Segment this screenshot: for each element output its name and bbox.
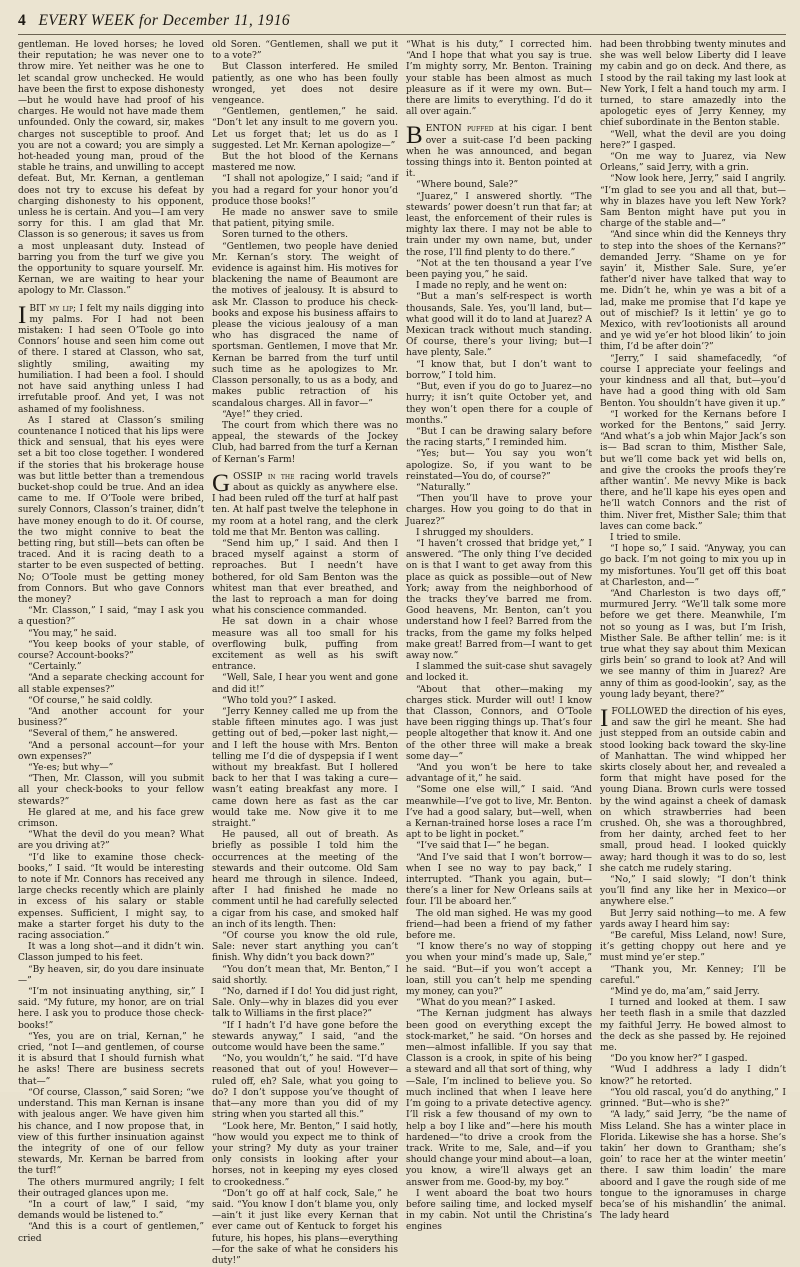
paragraph: “Wud I addhress a lady I didn’t know?” he retorted.: [600, 1065, 786, 1087]
paragraph: “You old rascal, you’d do anything,” I grinned. “But—who is she?”: [600, 1087, 786, 1110]
paragraph: “Some one else will,” I said. “And meanwhile—I’ve got to live, Mr. Benton. I’ve had a good salary, but—well, when a Kernan-trained horse loses a race I’m apt to be light in pocket.”: [406, 785, 592, 841]
paragraph: “If I hadn’t I’d have gone before the stewards anyway,” I said, “and the outcome would have been the same.”: [212, 1020, 398, 1054]
paragraph: “And this is a court of gentlemen,” cried: [18, 1222, 204, 1244]
paragraph: “No,” I said slowly; “I don’t think you’ll find any like her in Mexico—or anywhere else.”: [600, 875, 786, 908]
paragraph: “No, darned if I do! You did just right, Sale. Only—why in blazes did you ever talk to Williams in the first place?”: [212, 987, 398, 1020]
paragraph: “Certainly.”: [28, 662, 82, 673]
paragraph: “Do you know her?” I gasped.: [610, 1054, 748, 1065]
paragraph: But Classon interfered. He smiled patiently, as one who has been foully wronged, yet does not desire vengeance.: [212, 62, 398, 107]
paragraph: “And another account for your business?”: [18, 706, 204, 729]
section-opening-paragraph: [18, 301, 205, 416]
text-column-1: [18, 40, 205, 1244]
paragraph: “Of course you know the old rule, Sale: never start anything you can’t finish. Why didn’t you back down?”: [212, 931, 398, 964]
continued-paragraph: had been throbbing twenty minutes and she was well below Liberty did I leave my cabin and go on deck. And there, as I stood by the rail taking my last look at New York, I felt a hand touch my arm. I turned, to stare amazedly into the apologetic eyes of Jerry Kenney, my chief subordinate in the Benton stable.: [600, 40, 786, 129]
paragraph: The old man sighed. He was my good friend—had been a friend of my father before me.: [406, 908, 592, 942]
paragraph: I went aboard the boat two hours before sailing time, and locked myself in my cabin. Not until the Christina’s engines: [406, 1188, 592, 1233]
paragraph: “About that other—making my charges stick. Murder will out! I know that Classon, Connors, and O’Toole have been rigging things up. That’s four people altogether that know it. And one of the other three will make a break some day—”: [406, 684, 593, 762]
running-title: EVERY WEEK for December 11, 1916: [38, 12, 291, 29]
paragraph: “Look here, Mr. Benton,” I said hotly, “how would you expect me to think of your string? My duty as your trainer only consists in looking after your horses, not in keeping my eyes closed to crookedness.”: [212, 1121, 398, 1188]
paragraph: “Naturally.”: [416, 482, 471, 493]
paragraph-text: the direction of his eyes, and saw the girl he meant. She had just stepped from an outside cabin and stood looking back toward the sky-line of Manhattan. The wind whipped her skirts closely about her, and revealed a form that might have posed for the young Diana. Brown curls were tossed by the wind against a cheek of damask on which strawberries had been crushed. Oh, she was a thoroughbred, from her dainty, arched feet to her small, proud head. I looked quickly away; hard though it was to do so, lest she catch me rudely staring.: [600, 706, 786, 874]
paragraph: “And a separate checking account for all stable expenses?”: [18, 673, 204, 695]
paragraph: “Juarez,” I answered shortly. “The stewards’ power doesn’t run that far; at least, the enforcement of their rules is mighty lax there. I may not be able to train under my own name, but, under the rose, I’ll find plenty to do there.”: [406, 191, 592, 258]
text-column-3: [406, 40, 593, 1233]
continued-paragraph: “What is his duty,” I corrected him. “And I hope that what you say is true. I’m mighty sorry, Mr. Benton. Training your stable has been almost as much pleasure as if it were my own. But—there are limits to everything. I’d do it all over again.”: [406, 40, 592, 118]
paragraph: “Yes; but— You say you won’t apologize. So, if you want to be reinstated—You do, of course?”: [406, 449, 592, 482]
article-columns: [18, 40, 786, 1266]
paragraph: “Don’t go off at half cock, Sale,” he said. “You know I don’t blame you, only—ain’t it just like every Kernan that ever came out of Kentuck to forget his future, his hopes, his plans—everything—for the sake of what he considers his duty!”: [212, 1188, 398, 1266]
paragraph: I made no reply, and he went on:: [416, 281, 568, 292]
paragraph: “Be careful, Miss Leland, now! Sure, it’s getting choppy out here and ye must mind ye’er step.”: [600, 931, 786, 964]
continued-paragraph: gentleman. He loved horses; he loved their reputation; he was never one to throw mire. Yet neither was he one to let scandal grow unchecked. He would have been the first to expose dishonesty—but he would have had proof of his charges. He would not have made them unfounded. Only the coward, sir, makes charges not susceptible to proof. And you are not a coward; you are simply a hot-headed young man, proud of the stable he trains, and unwilling to accept defeat. But, Mr. Kernan, a gentleman does not try to excuse his defeat by charging dishonesty to his opponent, unless he is certain. And you—I am very sorry for this. I am glad that Mr. Classon is so generous; it saves us from a most unpleasant duty. Instead of barring you from the turf we give you the opportunity to square yourself. Mr. Kernan, we are waiting to hear your apology to Mr. Classon.”: [18, 40, 204, 297]
paragraph: “Mind ye do, ma’am,” said Jerry.: [610, 987, 760, 998]
drop-cap-letter: I: [600, 704, 609, 732]
paragraph: It was a long shot—and it didn’t win. Classon jumped to his feet.: [18, 942, 204, 964]
paragraph: I tried to smile.: [610, 532, 681, 543]
paragraph: “But, even if you do go to Juarez—no hurry; it isn’t quite October yet, and they won’t open there for a couple of months.”: [406, 382, 592, 426]
paragraph: He glared at me, and his face grew crimson.: [18, 807, 204, 830]
small-caps-lead: OSSIP in the: [233, 471, 295, 482]
paragraph-text: at his cigar. I bent over a suit-case I’d been packing when he was announced, and began tossing things into it. Benton pointed at it.: [406, 124, 593, 180]
small-caps-lead: FOLLOWED: [611, 706, 668, 717]
paragraph-text: I felt my nails digging into my palms. For I had not been mistaken: I had seen O’Toole go into Connors’ house and seen him come out of there. I stared at Classon, who sat, slightly smiling, awaiting my humiliation. I had been a fool. I should not have said anything unless I had irrefutable proof. And yet, I was not ashamed of my foolishness.: [18, 303, 205, 415]
paragraph: “Jerry Kenney called me up from the stable fifteen minutes ago. I was just getting out of bed,—poker last night,—and I left the house with Mrs. Benton telling me I’d die of dyspepsia if I went without my breakfast. But I hollered back to her that I was taking a cure—wasn’t eating breakfast any more. I came down here as fast as the car would take me. Now give it to me straight.”: [212, 706, 398, 830]
paragraph: “The Kernan judgment has always been good on everything except the stock-market,” he said. “On horses and men—almost infallible. If you say that Classon is a crook, in spite of his being a steward and all that sort of thing, why—Sale, I’m inclined to believe you. So much inclined that when I leave here I’m going to a private detective agency. I’ll risk a few thousand of my own to help a boy I like and”—here his mouth hardened—“to drive a crook from the track. Write to me, Sale, and—if you should change your mind about—a loan, you know, a wire’ll always get an answer from me. Good-by, my boy.”: [406, 1009, 592, 1188]
paragraph: “But I can be drawing salary before the racing starts,” I reminded him.: [406, 426, 592, 449]
paragraph: The court from which there was no appeal, the stewards of the Jockey Club, had barred from the turf a Kernan of Kernan’s Farm!: [212, 420, 398, 465]
paragraph: “By heaven, sir, do you dare insinuate—”: [18, 964, 204, 986]
paragraph: “Thank you, Mr. Kenney; I’ll be careful.”: [600, 964, 786, 986]
paragraph: He made no answer save to smile that patient, pitying smile.: [212, 208, 398, 230]
paragraph: “You don’t mean that, Mr. Benton,” I said shortly.: [212, 964, 398, 986]
paragraph: He paused, all out of breath. As briefly as possible I told him the occurrences at the meeting of the stewards and their outcome. Old Sam heard me through in silence. Indeed, after I had finished he made no comment until he had carefully selected a cigar from his case, and smoked half an inch of its length. Then:: [212, 830, 398, 930]
paragraph: Soren turned to the others.: [222, 230, 349, 241]
paragraph: “In a court of law,” I said, “my demands would be listened to.”: [18, 1199, 204, 1222]
paragraph: “I know that, but I don’t want to borrow,” I told him.: [406, 359, 592, 381]
paragraph: “Gentlemen, two people have denied Mr. Kernan’s story. The weight of evidence is against him. His motives for blackening the name of Beaumont are the motives of jealousy. It is absurd to ask Mr. Classon to produce his check-books and expose his business affairs to please the vicious jealousy of a man who has disgraced the name of sportsman. Gentlemen, I move that Mr. Kernan be barred from the turf until such time as he apologizes to Mr. Classon personally, to us as a body, and makes public retraction of his scandalous charges. All in favor—”: [212, 241, 398, 409]
paragraph: “I know there’s no way of stopping you when your mind’s made up, Sale,” he said. “But—if you won’t accept a loan, still you can’t help me spending my money, can you?”: [406, 942, 592, 998]
drop-cap-letter: G: [212, 469, 231, 497]
paragraph: I turned and looked at them. I saw her teeth flash in a smile that dazzled my faithful Jerry. He bowed almost to the deck as she passed by. He rejoined me.: [600, 998, 786, 1054]
paragraph: “Yes, you are on trial, Kernan,” he cried, “not I—and gentlemen, of course it is absurd that I should furnish what he asks! There are business secrets that—”: [18, 1031, 204, 1087]
paragraph: As I stared at Classon’s smiling countenance I noticed that his lips were thick and sensual, that his eyes were set a bit too close together. I wondered if the stories that his brokerage house was but little better than a tremendous bucket-shop could be true. And an idea came to me. If O’Toole were bribed, surely Connors, Classon’s trainer, didn’t have money enough to do it. Of course, the two might connive to beat the betting ring, but still—bets can often be traced. And it is racing death to a starter to be even suspected of betting. No; O’Toole must be getting money from Connors. But who gave Connors the money?: [18, 415, 204, 605]
paragraph: “A lady,” said Jerry, “be the name of Miss Leland. She has a winter place in Florida. Likewise she has a horse. She’s takin’ her down to Grantham; she’s goin’ to race her at the winter meetin’ there. I saw thim loadin’ the mare aboord and I gave the rough side of me tongue to the ignoramuses in charge beca’se of his mishandlin’ the animal. The lady heard: [600, 1110, 786, 1222]
paragraph: “And since whin did the Kenneys thry to step into the shoes of the Kernans?” demanded Jerry. “Shame on ye for sayin’ it, Misther Sale. Sure, ye’er father’d niver have talked that way to me. Didn’t he, whin ye was a bit of a lad, make me promise that I’d kape ye out of mischief? Is it lettin’ ye go to Mexico, with rev’lootionists all around and ye wid ye’er hot blood likin’ to join thim, I’d be after doin’?”: [600, 230, 786, 353]
section-opening-paragraph: [212, 469, 399, 539]
paragraph: But Jerry said nothing—to me. A few yards away I heard him say:: [600, 908, 786, 930]
paragraph: “Of course,” he said coldly.: [28, 695, 153, 706]
paragraph: “On me way to Juarez, via New Orleans,” said Jerry, with a grin.: [600, 152, 786, 174]
text-column-2: [212, 40, 399, 1266]
paragraph: “Send him up,” I said. And then I braced myself against a storm of reproaches. But I needn’t have bothered, for old Sam Benton was the whitest man that ever breathed, and the last to reproach a man for doing what his conscience commanded.: [212, 538, 398, 617]
paragraph: “And Charleston is two days off,” murmured Jerry. “We’ll talk some more before we get there. Meanwhile, I’m not so young as I was, but I’m Irish, Misther Sale. Be afther tellin’ me: is it true what they say about thim Mexican girls bein’ so grand to look at? And will we see manny of thim in Juarez? Are anny of thim as good-lookin’, say, as the young lady beyant, there?”: [600, 588, 786, 700]
drop-cap-letter: I: [18, 301, 27, 329]
section-opening-paragraph: [406, 124, 592, 180]
paragraph: “Now look here, Jerry,” said I angrily. “I’m glad to see you and all that, but—why in blazes have you left New York? Sam Benton might have put you in charge of the stable and—”: [600, 174, 786, 230]
paragraph: “What do you mean?” I asked.: [416, 998, 556, 1009]
paragraph: “Mr. Classon,” I said, “may I ask you a question?”: [18, 606, 204, 628]
paragraph: “Where bound, Sale?”: [416, 180, 519, 191]
continued-paragraph: old Soren. “Gentlemen, shall we put it to a vote?”: [212, 40, 398, 62]
paragraph: “I worked for the Kernans before I worked for the Bentons,” said Jerry. “And what’s a job whin Major Jack’s son is— Bad scran to thim, Misther Sale, but we’ll come back yet wid bells on, and give the crooks the proofs they’re afther wantin’. Me nevvy Mike is back there, and he’ll kape his eyes open and he’ll watch Connors and the rist of thim. Niver fret, Misther Sale; thim that laves can come back.”: [600, 409, 786, 532]
text-column-4: [600, 40, 786, 1222]
section-opening-paragraph: [600, 704, 786, 875]
paragraph: “Then you’ll have to prove your charges. How you going to do that in Juarez?”: [406, 494, 592, 527]
paragraph: “Of course, Classon,” said Soren; “we understand. This man Kernan is insane with jealous anger. We have given him his chance, and I now propose that, in view of this further insinuation against the integrity of one of our fellow stewards, Mr. Kernan be barred from the turf!”: [18, 1087, 204, 1177]
paragraph: “But a man’s self-respect is worth thousands, Sale. Yes, you’ll land, but—what good will it do to land at Juarez? A Mexican track without much standing. Of course, there’s your living; but—I have plenty, Sale.”: [406, 292, 592, 359]
paragraph: “And I’ve said that I won’t borrow—when I see no way to pay back,” I interrupted. “Thank you again, but—there’s a liner for New Orleans sails at four. I’ll be aboard her.”: [406, 852, 592, 908]
small-caps-lead: BIT my lip;: [29, 303, 77, 314]
small-caps-lead: ENTON puffed: [425, 124, 494, 135]
paragraph: “I hope so,” I said. “Anyway, you can go back. I’m not going to mix you up in my misfortunes. You’ll get off this boat at Charleston, and—”: [600, 544, 786, 588]
paragraph: I slammed the suit-case shut savagely and locked it.: [406, 662, 592, 684]
drop-cap-letter: B: [406, 122, 423, 150]
paragraph: “What the devil do you mean? What are you driving at?”: [18, 830, 204, 852]
paragraph: “Well, what the devil are you doing here?” I gasped.: [600, 129, 786, 151]
paragraph: But the hot blood of the Kernans mastered me now.: [212, 152, 398, 174]
running-header: [18, 10, 786, 35]
paragraph: “I’ve said that I—” he began.: [416, 841, 550, 852]
paragraph: “Who told you?” I asked.: [222, 695, 337, 706]
paragraph: “Ye-es; but why—”: [28, 763, 114, 773]
paragraph: “And you won’t be here to take advantage of it,” he said.: [406, 763, 592, 785]
paragraph: “Not at the ten thousand a year I’ve been paying you,” he said.: [406, 258, 592, 281]
paragraph: I shrugged my shoulders.: [416, 527, 534, 538]
paragraph: “You may,” he said.: [28, 628, 117, 639]
paragraph: “I’d like to examine those check-books,” I said. “It would be interesting to note if Mr. Connors has received any large checks recently which are plainly in excess of his salary or stable expenses. Sufficient, I might say, to make a starter forget his duty to the racing association.”: [18, 852, 204, 942]
paragraph: “No, you wouldn’t,” he said. “I’d have reasoned that out of you! However—ruled off, eh? Sale, what you going to do? I don’t suppose you’ve thought of that—any more than you did of my string when you started all this.”: [212, 1054, 398, 1121]
paragraph: “And a personal account—for your own expenses?”: [18, 740, 204, 762]
paragraph: “Jerry,” I said shamefacedly, “of course I appreciate your feelings and your kindness and all that, but—you’d have had a good thing with old Sam Benton. You shouldn’t have given it up.”: [600, 353, 786, 409]
paragraph: “Aye!” they cried.: [222, 409, 303, 420]
page-number: 4: [18, 12, 27, 29]
paragraph: “Then, Mr. Classon, will you submit all your check-books to your fellow stewards?”: [18, 774, 204, 807]
paragraph: “Well, Sale, I hear you went and gone and did it!”: [212, 673, 398, 695]
paragraph: “Gentlemen, gentlemen,” he said. “Don’t let any insult to me govern you. Let us forget that; let us do as I suggested. Let Mr. Kernan apologize—”: [212, 107, 398, 151]
paragraph: “I shall not apologize,” I said; “and if you had a regard for your honor you’d produce those books!”: [212, 174, 398, 207]
paragraph-text: racing world travels about as quickly as anywhere else. I had been ruled off the turf at half past ten. At half past twelve the telephone in my room at a hotel rang, and the clerk told me that Mr. Benton was calling.: [212, 471, 399, 538]
paragraph: “Several of them,” he answered.: [28, 729, 178, 740]
paragraph: “I haven’t crossed that bridge yet,” I answered. “The only thing I’ve decided on is that I want to get away from this place as quick as possible—out of New York; away from the neighborhood of the tracks they’ve barred me from. Good heavens, Mr. Benton, can’t you understand how I feel? Barred from the tracks, from the game my folks helped make great! Barred from—I want to get away now.”: [406, 538, 592, 661]
paragraph: He sat down in a chair whose measure was all too small for his overflowing bulk, puffing from excitement as well as his swift entrance.: [212, 617, 398, 673]
paragraph: The others murmured angrily; I felt their outraged glances upon me.: [18, 1177, 204, 1199]
paragraph: “I’m not insinuating anything, sir,” I said. “My future, my honor, are on trial here. I ask you to produce those check-books!”: [18, 987, 204, 1031]
paragraph: “You keep books of your stable, of course? Account-books?”: [18, 639, 204, 661]
